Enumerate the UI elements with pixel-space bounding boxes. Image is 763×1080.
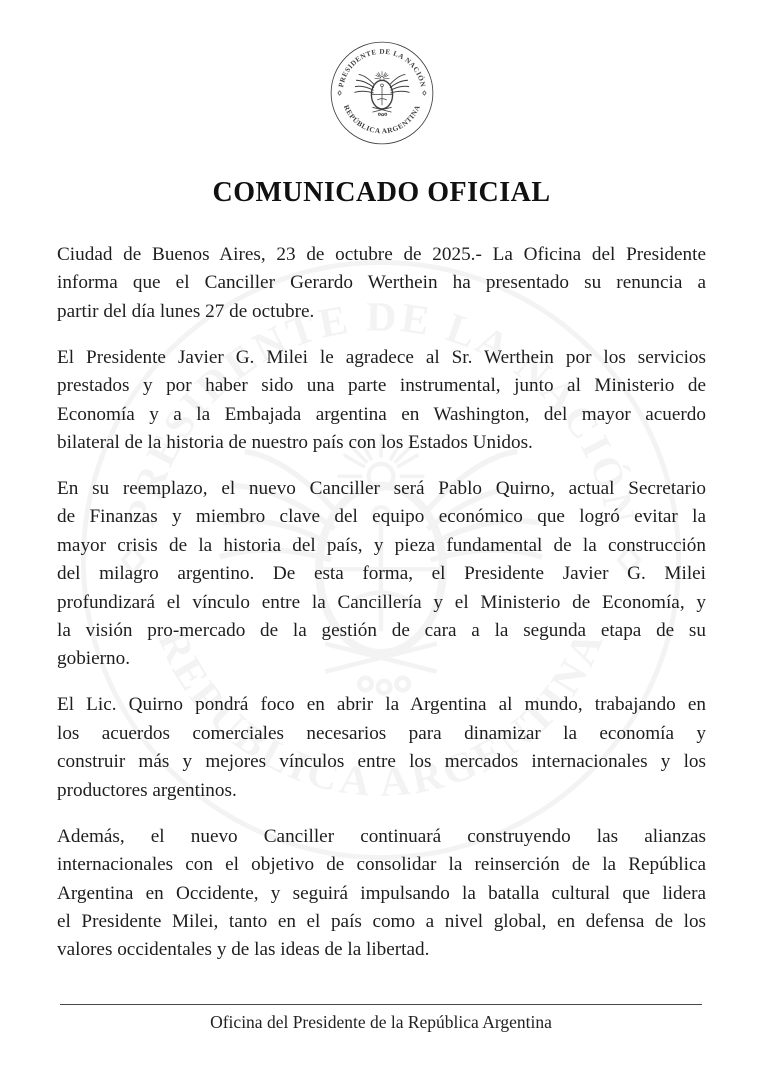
- body-line: Ciudad de Buenos Aires, 23 de octubre de 2025.- La Oficina del Presidente: [57, 244, 706, 265]
- body-line: internacionales con el objetivo de consolidar la reinserción de la República: [57, 854, 706, 876]
- body-line: Economía y a la Embajada argentina en Washington, del mayor acuerdo: [57, 403, 706, 425]
- body-line: informa que el Canciller Gerardo Werthein ha presentado su renuncia a: [57, 272, 706, 294]
- body-line: el Presidente Milei, tanto en el país como a nivel global, en defensa de los: [57, 910, 706, 932]
- paragraph: [57, 475, 706, 674]
- body-line: mayor crisis de la historia del país, y pieza fundamental de la construcción: [57, 534, 706, 556]
- body-line: los acuerdos comerciales necesarios para dinamizar la economía y: [57, 722, 706, 744]
- paragraph: [57, 823, 706, 965]
- paragraph: [57, 344, 706, 458]
- body-line: del milagro argentino. De esta forma, el Presidente Javier G. Milei: [57, 563, 706, 585]
- paragraph: [57, 691, 706, 805]
- body-line: En su reemplazo, el nuevo Canciller será Pablo Quirno, actual Secretario: [57, 478, 706, 500]
- body-line: Argentina en Occidente, y seguirá impulsando la batalla cultural que lidera: [57, 882, 706, 904]
- page-title: COMUNICADO OFICIAL: [212, 177, 551, 208]
- footer-divider: [60, 1004, 702, 1033]
- footer-attribution: Oficina del Presidente de la República Argentina: [210, 1012, 552, 1032]
- paragraph: [57, 241, 706, 326]
- body-line: la visión pro-mercado de la gestión de cara a la segunda etapa de su: [57, 620, 706, 642]
- presidential-seal: [329, 40, 435, 146]
- body-line: El Presidente Javier G. Milei le agradece al Sr. Werthein por los servicios: [57, 346, 706, 368]
- body-line: prestados y por haber sido una parte instrumental, junto al Ministerio de: [57, 375, 706, 397]
- body-line: valores occidentales y de las ideas de la libertad.: [57, 939, 430, 961]
- document-body: [0, 241, 763, 965]
- body-line: El Lic. Quirno pondrá foco en abrir la Argentina al mundo, trabajando en: [57, 694, 706, 716]
- body-line: gobierno.: [57, 648, 131, 670]
- body-line: construir más y mejores vínculos entre los mercados internacionales y los: [57, 751, 706, 773]
- body-line: de Finanzas y miembro clave del equipo económico que logró evitar la: [57, 506, 706, 528]
- body-line: Además, el nuevo Canciller continuará construyendo las alianzas: [57, 825, 706, 847]
- body-line: profundizará el vínculo entre la Cancillería y el Ministerio de Economía, y: [57, 591, 706, 613]
- body-line: productores argentinos.: [57, 779, 237, 801]
- body-line: partir del día lunes 27 de octubre.: [57, 300, 315, 322]
- body-line: bilateral de la historia de nuestro país con los Estados Unidos.: [57, 432, 533, 454]
